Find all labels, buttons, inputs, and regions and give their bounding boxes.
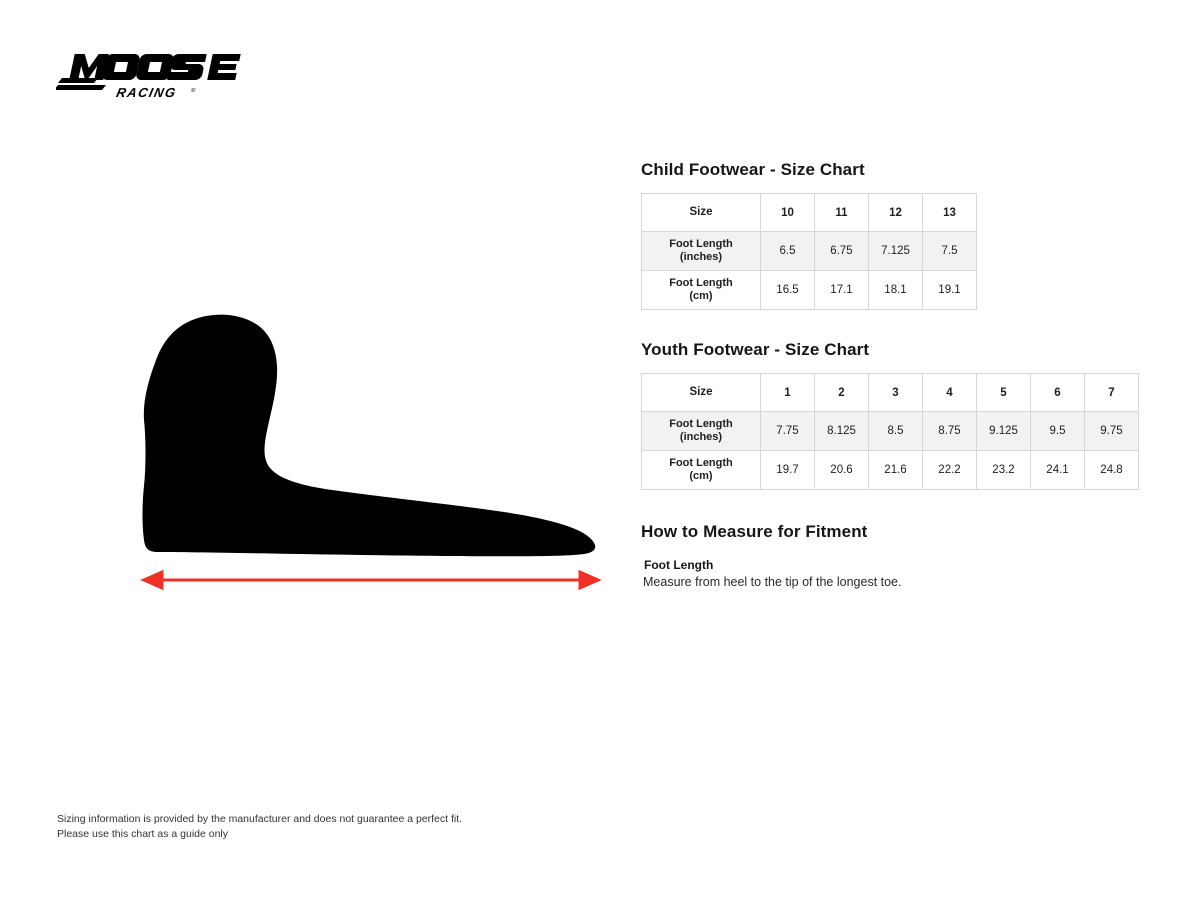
youth-inches-6: 9.5: [1031, 412, 1085, 451]
table-row: [642, 232, 977, 271]
youth-inches-3: 8.5: [869, 412, 923, 451]
youth-cm-1: 19.7: [761, 451, 815, 490]
charts-column: [641, 160, 1141, 589]
child-inches-10: 6.5: [761, 232, 815, 271]
youth-size-2: 2: [815, 374, 869, 412]
youth-inches-1: 7.75: [761, 412, 815, 451]
youth-inches-4: 8.75: [923, 412, 977, 451]
youth-cm-row-label: [642, 451, 761, 490]
howto-foot-length-label: Foot Length: [644, 558, 714, 572]
youth-size-3: 3: [869, 374, 923, 412]
youth-size-7: 7: [1085, 374, 1139, 412]
youth-size-4: 4: [923, 374, 977, 412]
table-row: [642, 374, 1139, 412]
table-row: [642, 271, 977, 310]
youth-cm-7: 24.8: [1085, 451, 1139, 490]
youth-inches-7: 9.75: [1085, 412, 1139, 451]
howto-foot-length-text: Measure from heel to the tip of the longest toe.: [643, 575, 902, 589]
child-cm-12: 18.1: [869, 271, 923, 310]
child-size-13: 13: [923, 194, 977, 232]
child-size-11: 11: [815, 194, 869, 232]
child-inches-12: 7.125: [869, 232, 923, 271]
child-size-table: [641, 193, 977, 310]
youth-cm-5: 23.2: [977, 451, 1031, 490]
child-inches-13: 7.5: [923, 232, 977, 271]
youth-size-6: 6: [1031, 374, 1085, 412]
foot-illustration: [120, 290, 620, 610]
row-label-line2: (inches): [679, 431, 723, 443]
youth-inches-2: 8.125: [815, 412, 869, 451]
table-row: [642, 451, 1139, 490]
youth-cm-6: 24.1: [1031, 451, 1085, 490]
youth-size-1: 1: [761, 374, 815, 412]
child-cm-10: 16.5: [761, 271, 815, 310]
brand-logo: [56, 48, 256, 108]
row-label-line2: (cm): [689, 470, 713, 482]
row-label-line2: (inches): [679, 251, 723, 263]
youth-size-table: [641, 373, 1139, 490]
child-cm-row-label: [642, 271, 761, 310]
svg-text:RACING: RACING: [114, 85, 179, 100]
disclaimer-line-1: Sizing information is provided by the manufacturer and does not guarantee a perfect fit.: [57, 813, 463, 825]
row-label-line1: Foot Length: [669, 238, 733, 250]
youth-inches-row-label: [642, 412, 761, 451]
table-row: [642, 412, 1139, 451]
youth-size-row-label: Size: [642, 374, 761, 412]
youth-size-5: 5: [977, 374, 1031, 412]
child-size-row-label: Size: [642, 194, 761, 232]
foot-silhouette: [143, 315, 596, 557]
youth-inches-5: 9.125: [977, 412, 1031, 451]
child-inches-11: 6.75: [815, 232, 869, 271]
child-size-12: 12: [869, 194, 923, 232]
disclaimer: [57, 812, 462, 842]
child-chart-title: Child Footwear - Size Chart: [641, 160, 865, 179]
youth-cm-2: 20.6: [815, 451, 869, 490]
child-inches-row-label: [642, 232, 761, 271]
disclaimer-line-2: Please use this chart as a guide only: [57, 828, 229, 840]
table-row: [642, 194, 977, 232]
youth-cm-3: 21.6: [869, 451, 923, 490]
row-label-line2: (cm): [689, 290, 713, 302]
row-label-line1: Foot Length: [669, 277, 733, 289]
howto-title: How to Measure for Fitment: [641, 522, 868, 541]
child-size-10: 10: [761, 194, 815, 232]
measure-arrow: [144, 572, 598, 588]
youth-cm-4: 22.2: [923, 451, 977, 490]
svg-text:®: ®: [190, 88, 196, 94]
child-cm-11: 17.1: [815, 271, 869, 310]
youth-chart-title: Youth Footwear - Size Chart: [641, 340, 870, 359]
child-cm-13: 19.1: [923, 271, 977, 310]
row-label-line1: Foot Length: [669, 457, 733, 469]
row-label-line1: Foot Length: [669, 418, 733, 430]
